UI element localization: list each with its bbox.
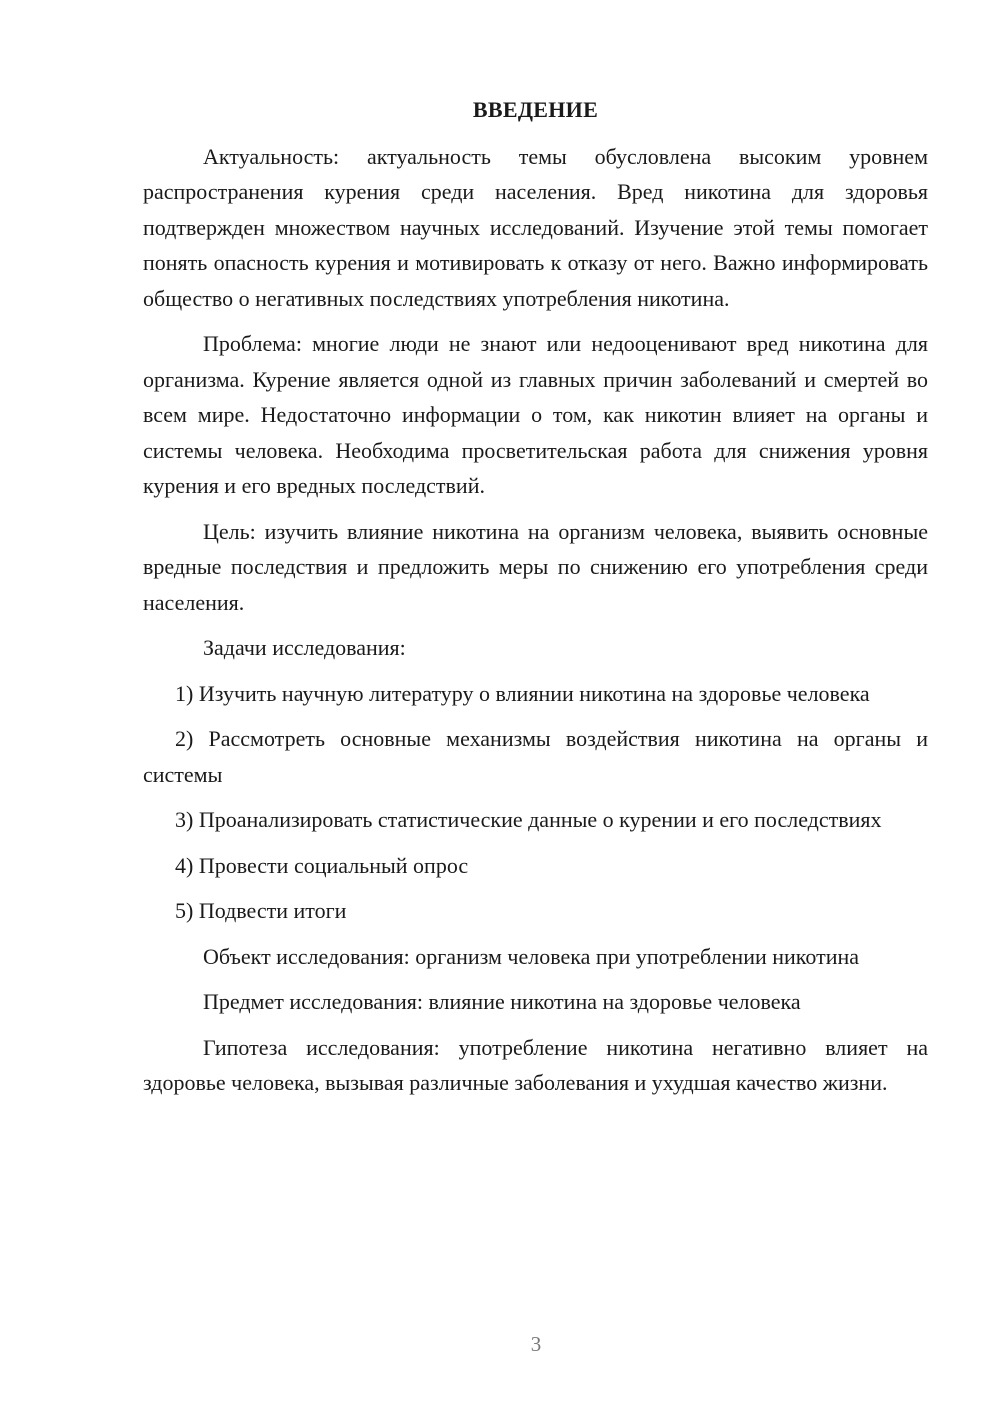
- task-item: 5) Подвести итоги: [175, 898, 347, 923]
- paragraph-object: Объект исследования: организм человека при употреблении никотина: [203, 943, 860, 969]
- paragraph-subject: Предмет исследования: влияние никотина на здоровье человека: [203, 989, 801, 1014]
- paragraph-hypothesis: Гипотеза исследования: употребление никотина негативно влияет на здоровье человека, вызывая различные заболевания и ухудшая качество жизни.: [143, 1034, 928, 1095]
- tasks-heading: Задачи исследования:: [203, 635, 406, 660]
- task-item: 2) Рассмотреть основные механизмы воздействия никотина на органы и системы: [143, 726, 928, 787]
- page-title: ВВЕДЕНИЕ: [472, 97, 599, 122]
- paragraph-relevance: Актуальность: актуальность темы обусловлена высоким уровнем распространения курения среди населения. Вред никотина для здоровья подтвержден множеством научных исследований. Изучение этой темы помогает понять опасность курения и мотивировать к отказу от него. Важно информировать общество о негативных последствиях употребления никотина.: [143, 143, 928, 311]
- task-item: 1) Изучить научную литературу о влиянии никотина на здоровье человека: [175, 680, 870, 706]
- task-item: 3) Проанализировать статистические данные о курении и его последствиях: [175, 807, 882, 832]
- page-content: [143, 92, 928, 1111]
- paragraph-problem: Проблема: многие люди не знают или недооценивают вред никотина для организма. Курение является одной из главных причин заболеваний и смертей во всем мире. Недостаточно информации о том, как никотин влияет на органы и системы человека. Необходима просветительская работа для снижения уровня курения и его вредных последствий.: [143, 331, 928, 498]
- paragraph-goal: Цель: изучить влияние никотина на организм человека, выявить основные вредные последствия и предложить меры по снижению его употребления среди населения.: [143, 518, 928, 615]
- page-number: 3: [530, 1332, 542, 1356]
- task-item: 4) Провести социальный опрос: [175, 852, 469, 878]
